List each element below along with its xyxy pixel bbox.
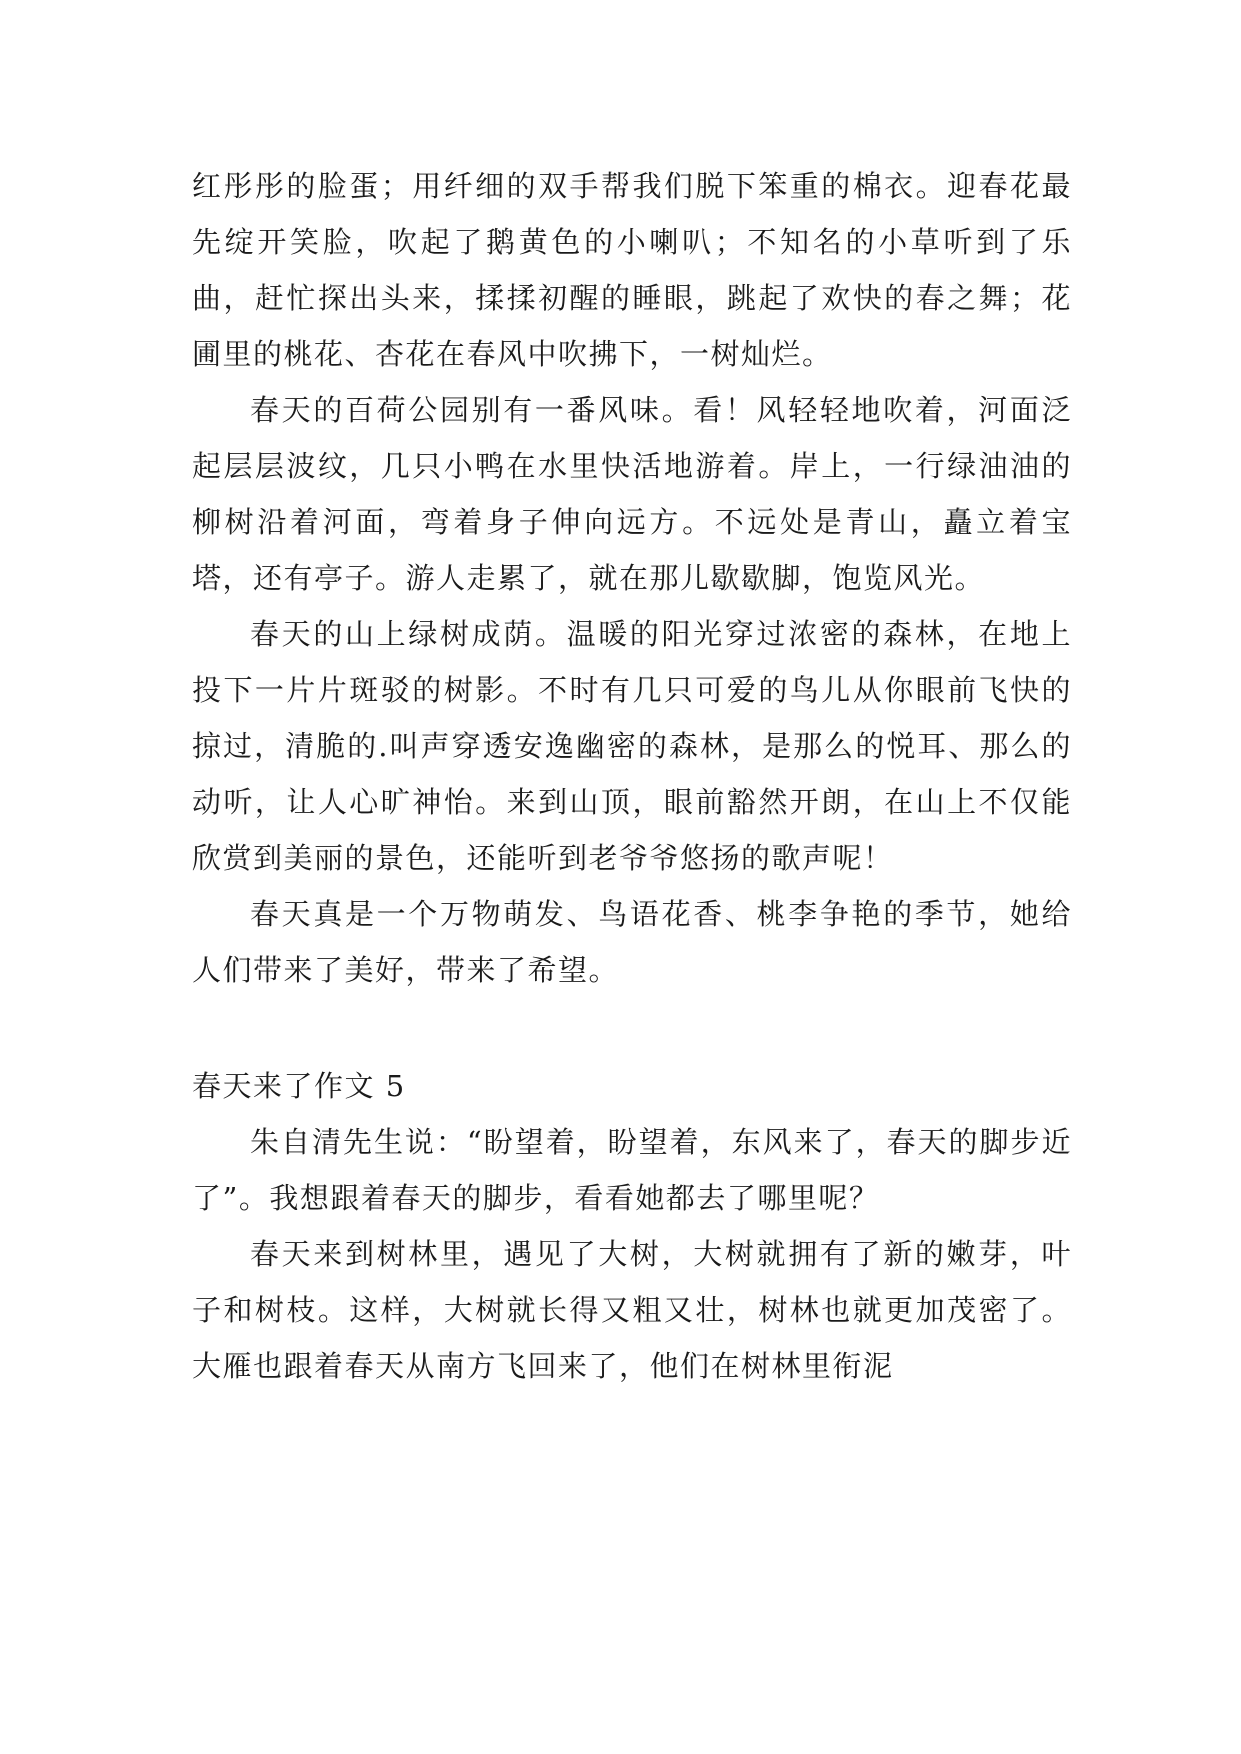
paragraph-3: 春天的山上绿树成荫。温暖的阳光穿过浓密的森林，在地上投下一片片斑驳的树影。不时有几只可爱的鸟儿从你眼前飞快的掠过，清脆的.叫声穿透安逸幽密的森林，是那么的悦耳、那么的动听，让人心旷神怡。来到山顶，眼前豁然开朗，在山上不仅能欣赏到美丽的景色，还能听到老爷爷悠扬的歌声呢！ xyxy=(192,617,1072,875)
paragraph-2: 春天的百荷公园别有一番风味。看！风轻轻地吹着，河面泛起层层波纹，几只小鸭在水里快活地游着。岸上，一行绿油油的柳树沿着河面，弯着身子伸向远方。不远处是青山，矗立着宝塔，还有亭子。游人走累了，就在那儿歇歇脚，饱览风光。 xyxy=(192,393,1072,595)
paragraph-5: 朱自清先生说：“盼望着，盼望着，东风来了，春天的脚步近了”。我想跟着春天的脚步，看看她都去了哪里呢？ xyxy=(192,1125,1072,1215)
paragraph-6: 春天来到树林里，遇见了大树，大树就拥有了新的嫩芽，叶子和树枝。这样，大树就长得又粗又壮，树林也就更加茂密了。大雁也跟着春天从南方飞回来了，他们在树林里衔泥 xyxy=(192,1237,1072,1383)
paragraph-4: 春天真是一个万物萌发、鸟语花香、桃李争艳的季节，她给人们带来了美好，带来了希望。 xyxy=(192,897,1072,987)
document-page xyxy=(192,158,1072,1394)
paragraph-1: 红彤彤的脸蛋；用纤细的双手帮我们脱下笨重的棉衣。迎春花最先绽开笑脸，吹起了鹅黄色的小喇叭；不知名的小草听到了乐曲，赶忙探出头来，揉揉初醒的睡眼，跳起了欢快的春之舞；花圃里的桃花、杏花在春风中吹拂下，一树灿烂。 xyxy=(192,169,1072,371)
section-heading: 春天来了作文 5 xyxy=(192,1069,406,1103)
